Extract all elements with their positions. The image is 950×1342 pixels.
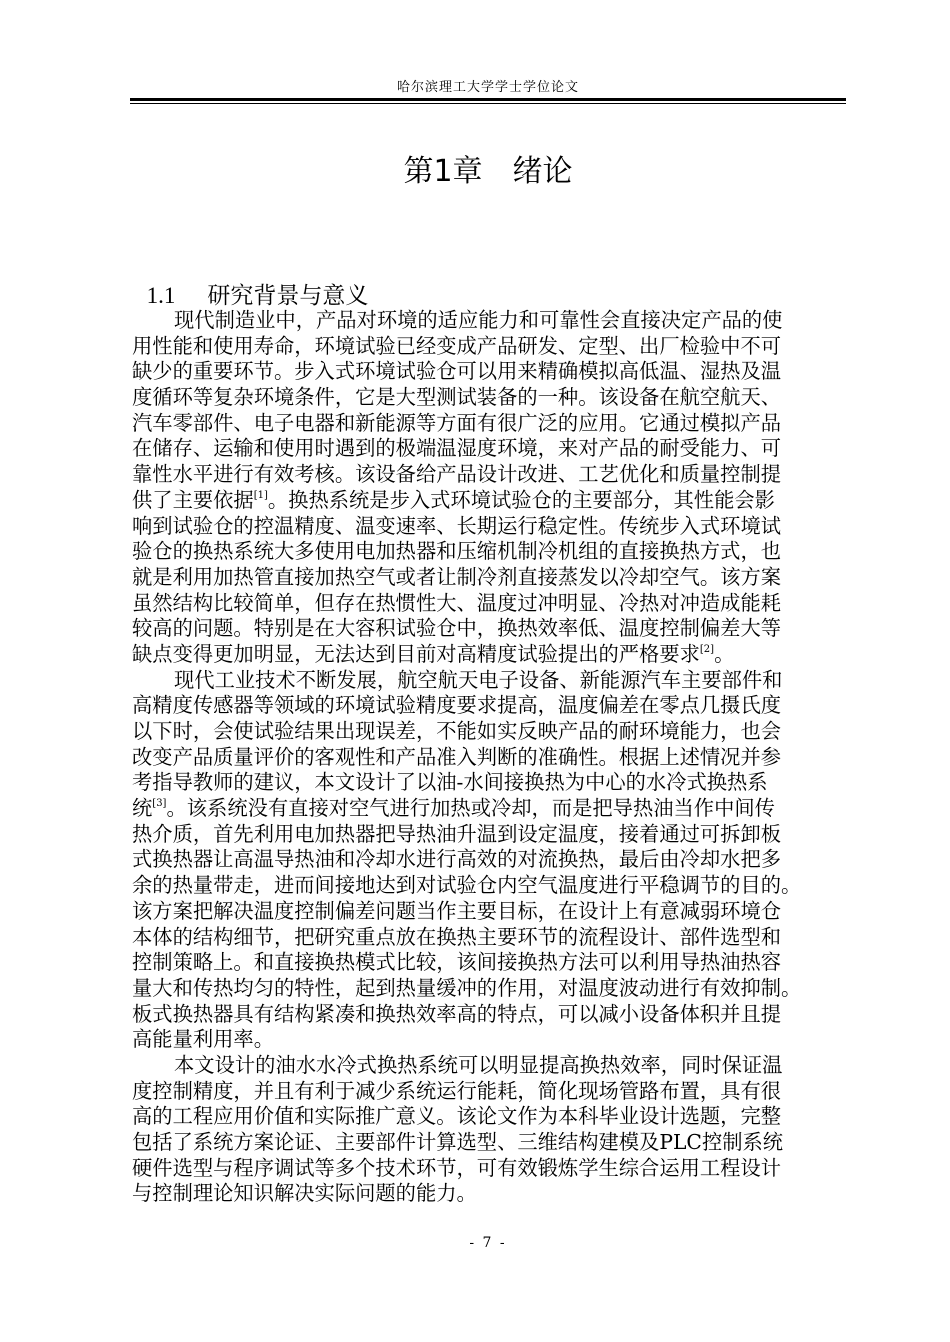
section-title bbox=[132, 248, 368, 312]
text-line bbox=[132, 488, 844, 514]
text-line: 板式换热器具有结构紧凑和换热效率高的特点，可以减小设备体积并且提 bbox=[132, 1001, 782, 1026]
body-text bbox=[132, 308, 844, 1207]
text-line: 较高的问题。特别是在大容积试验仓中，换热效率低、温度控制偏差大等 bbox=[132, 616, 782, 641]
header-rule-thin bbox=[130, 103, 846, 104]
text-line: 现代制造业中，产品对环境的适应能力和可靠性会直接决定产品的使 bbox=[174, 308, 783, 332]
text-segment: 。该系统没有直接对空气进行加热或冷却，而是把导热油当作中间传 bbox=[166, 796, 775, 821]
text-line: 在储存、运输和使用时遇到的极端温湿度环境，来对产品的耐受能力、可 bbox=[132, 436, 782, 461]
text-line: 考指导教师的建议，本文设计了以油-水间接换热为中心的水冷式换热系 bbox=[132, 770, 768, 795]
paragraph-3 bbox=[132, 1053, 844, 1207]
text-line: 改变产品质量评价的客观性和产品准入判断的准确性。根据上述情况并参 bbox=[132, 744, 782, 769]
running-header: 哈尔滨理工大学学士学位论文 bbox=[396, 80, 579, 95]
text-line: 验仓的换热系统大多使用电加热器和压缩机制冷机组的直接换热方式，也 bbox=[132, 539, 782, 564]
text-segment: 。换热系统是步入式环境试验仓的主要部分，其性能会影 bbox=[267, 487, 775, 512]
text-line: 现代工业技术不断发展，航空航天电子设备、新能源汽车主要部件和 bbox=[174, 667, 783, 692]
citation-ref: [3] bbox=[152, 798, 167, 810]
text-line: 本文设计的油水水冷式换热系统可以明显提高换热效率，同时保证温 bbox=[174, 1052, 783, 1077]
text-line: 高精度传感器等领域的环境试验精度要求提高，温度偏差在零点几摄氏度 bbox=[132, 693, 782, 718]
text-line: 高能量利用率。 bbox=[132, 1027, 274, 1052]
text-line: 控制策略上。和直接换热模式比较，该间接换热方法可以利用导热油热容 bbox=[132, 950, 782, 975]
text-line bbox=[132, 796, 844, 822]
text-line: 就是利用加热管直接加热空气或者让制冷剂直接蒸发以冷却空气。该方案 bbox=[132, 564, 782, 589]
text-line: 热介质，首先利用电加热器把导热油升温到设定温度，接着通过可拆卸板 bbox=[132, 821, 782, 846]
text-line: 量大和传热均匀的特性，起到热量缓冲的作用，对温度波动进行有效抑制。 bbox=[132, 975, 802, 1000]
section-number: 1.1 bbox=[146, 283, 176, 308]
text-line: 硬件选型与程序调试等多个技术环节，可有效锻炼学生综合运用工程设计 bbox=[132, 1155, 782, 1180]
text-line: 以下时，会使试验结果出现误差，不能如实反映产品的耐环境能力，也会 bbox=[132, 719, 782, 743]
section-title-text: 研究背景与意义 bbox=[207, 283, 369, 309]
text-line: 度控制精度，并且有利于减少系统运行能耗，简化现场管路布置，具有很 bbox=[132, 1078, 782, 1103]
citation-ref: [2] bbox=[699, 643, 715, 655]
text-line: 余的热量带走，进而间接地达到对试验仓内空气温度进行平稳调节的目的。 bbox=[132, 873, 802, 898]
text-line: 式换热器让高温导热油和冷却水进行高效的对流换热，最后由冷却水把多 bbox=[132, 847, 782, 872]
text-line: 缺少的重要环节。步入式环境试验仓可以用来精确模拟高低温、湿热及温 bbox=[132, 359, 782, 384]
text-line bbox=[132, 642, 844, 668]
text-line: 与控制理论知识解决实际问题的能力。 bbox=[132, 1181, 477, 1206]
text-line: 本体的结构细节，把研究重点放在换热主要环节的流程设计、部件选型和 bbox=[132, 924, 782, 949]
text-segment: 统 bbox=[132, 796, 153, 821]
text-line: 高的工程应用价值和实际推广意义。该论文作为本科毕业设计选题，完整 bbox=[132, 1104, 782, 1129]
text-line: 包括了系统方案论证、主要部件计算选型、三维结构建模及PLC控制系统 bbox=[132, 1130, 784, 1154]
page-number: - 7 - bbox=[469, 1235, 507, 1251]
text-line: 靠性水平进行有效考核。该设备给产品设计改进、工艺优化和质量控制提 bbox=[132, 462, 782, 487]
text-line: 该方案把解决温度控制偏差问题当作主要目标，在设计上有意减弱环境仓 bbox=[132, 898, 782, 923]
header-rule-thick bbox=[130, 98, 846, 101]
text-line: 响到试验仓的控温精度、温变速率、长期运行稳定性。传统步入式环境试 bbox=[132, 513, 782, 538]
paragraph-2 bbox=[132, 668, 844, 1053]
text-segment: 供了主要依据 bbox=[132, 487, 254, 512]
text-line: 虽然结构比较简单，但存在热惯性大、温度过冲明显、冷热对冲造成能耗 bbox=[132, 590, 782, 615]
paragraph-1 bbox=[132, 308, 844, 668]
text-segment: 缺点变得更加明显，无法达到目前对高精度试验提出的严格要求 bbox=[132, 641, 700, 666]
text-segment: 。 bbox=[714, 641, 735, 666]
text-line: 度循环等复杂环境条件，它是大型测试装备的一种。该设备在航空航天、 bbox=[132, 385, 782, 410]
citation-ref: [1] bbox=[253, 489, 268, 501]
text-line: 汽车零部件、电子电器和新能源等方面有很广泛的应用。它通过模拟产品 bbox=[132, 410, 782, 435]
chapter-title: 第1章 绪论 bbox=[403, 154, 573, 189]
text-line: 用性能和使用寿命，环境试验已经变成产品研发、定型、出厂检验中不可 bbox=[132, 333, 782, 358]
